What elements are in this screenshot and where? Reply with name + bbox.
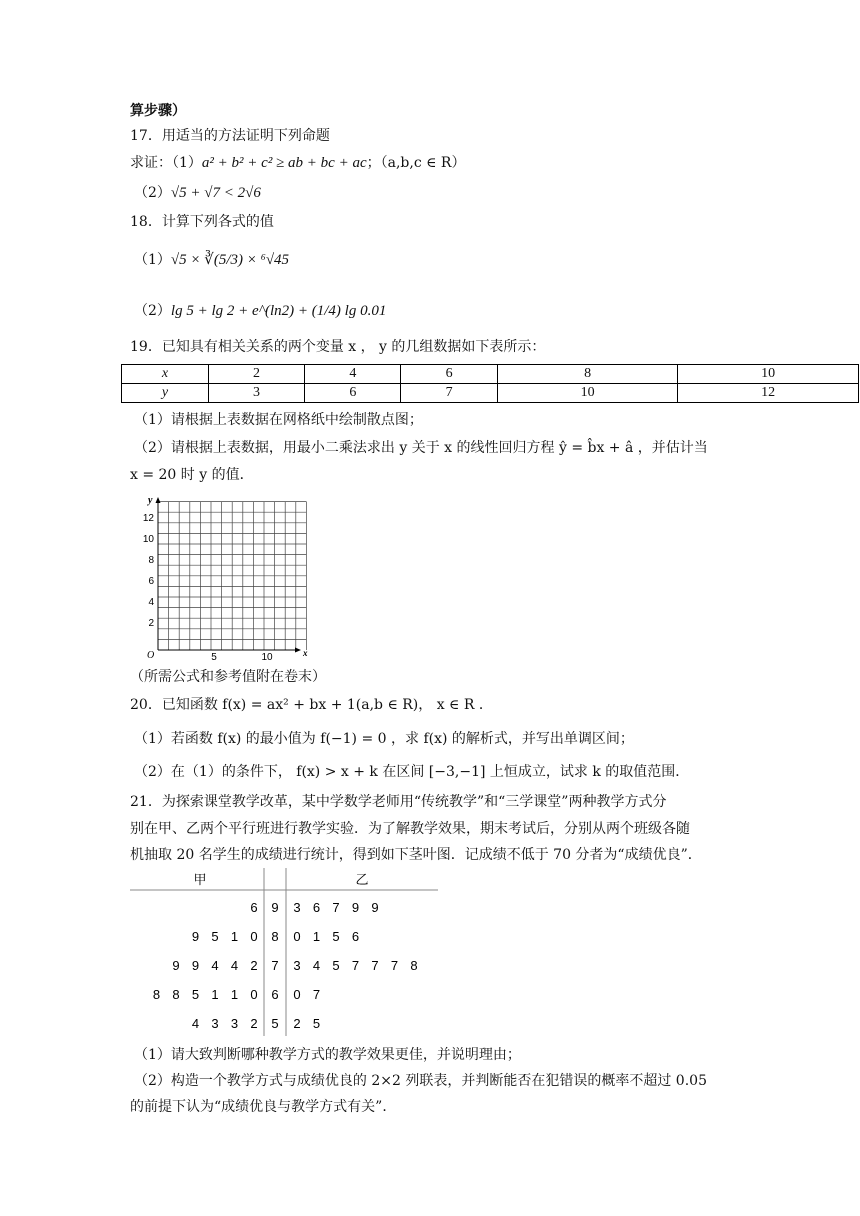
q19-part2-line1: （2）请根据上表数据，用最小二乘法求出 y 关于 x 的线性回归方程 ŷ = b̂x + â ，并估计当 — [134, 440, 708, 456]
leaf-right: 4 — [312, 958, 321, 973]
grid-y-tick: 6 — [148, 576, 154, 587]
q19-x-cell: 10 — [678, 365, 859, 384]
q19-data-table — [121, 364, 859, 403]
leaf-left: 4 — [211, 958, 219, 973]
q19-note: （所需公式和参考值附在卷末） — [130, 669, 326, 685]
grid-y-tick: 8 — [148, 555, 154, 566]
q19-y-cell: 12 — [678, 384, 859, 403]
leaf-right: 5 — [332, 958, 340, 973]
q19-y-label: y — [122, 384, 209, 403]
stem-value: 5 — [271, 1016, 279, 1031]
leaf-left: 9 — [172, 958, 180, 973]
q19-row-x — [122, 365, 859, 384]
stem-value: 8 — [271, 929, 279, 944]
leaf-left: 4 — [191, 1016, 200, 1031]
leaf-left: 9 — [191, 958, 200, 973]
leaf-left: 5 — [211, 929, 219, 944]
q19-y-cell: 10 — [497, 384, 678, 403]
q19-x-cell: 8 — [497, 365, 678, 384]
q19-row-y — [122, 384, 859, 403]
q17-part2-math: √5 + √7 < 2√6 — [170, 185, 261, 201]
leaf-left: 2 — [250, 1016, 258, 1031]
grid-x-tick: 5 — [211, 652, 217, 662]
q17-title: 17．用适当的方法证明下列命题 — [130, 128, 330, 144]
leaf-left: 9 — [191, 929, 200, 944]
q17-part1-prefix: 求证：（1） — [130, 155, 202, 171]
leaf-left: 3 — [230, 1016, 239, 1031]
q17-part2-prefix: （2） — [134, 185, 171, 201]
q18-part2 — [134, 301, 386, 321]
q18-part2-math: lg 5 + lg 2 + e^(ln2) + (1/4) lg 0.01 — [170, 303, 387, 319]
q21-part2-line2: 的前提下认为“成绩优良与教学方式有关”． — [130, 1099, 397, 1115]
leaf-right: 8 — [410, 958, 418, 973]
q19-y-cell: 3 — [208, 384, 304, 403]
q21-line1: 21．为探索课堂教学改革，某中学数学老师用“传统教学”和“三学课堂”两种教学方式分 — [130, 794, 667, 810]
leaf-left: 1 — [230, 987, 239, 1002]
leaf-left: 8 — [152, 987, 161, 1002]
q17-part1 — [130, 153, 465, 173]
q18-part1 — [134, 250, 289, 270]
q19-part1: （1）请根据上表数据在网格纸中绘制散点图； — [134, 412, 423, 428]
grid-x-axis-label: x — [303, 648, 308, 658]
leaf-right: 3 — [293, 958, 301, 973]
leaf-right: 9 — [351, 900, 360, 915]
leaf-left: 0 — [250, 987, 258, 1002]
q18-title: 18．计算下列各式的值 — [130, 214, 274, 230]
q19-y-cell: 6 — [305, 384, 401, 403]
stem-value: 7 — [271, 958, 279, 973]
stem-leaf-right-title: 乙 — [355, 873, 369, 888]
leaf-left: 1 — [211, 987, 219, 1002]
q17-part1-math: a² + b² + c² ≥ ab + bc + ac — [201, 155, 367, 171]
q18-part1-math: √5 × ∛(5/3) × ⁶√45 — [170, 252, 290, 268]
leaf-right: 7 — [312, 987, 321, 1002]
grid-x-tick: 10 — [261, 652, 273, 662]
q17-part2 — [134, 183, 261, 203]
q21-line3: 机抽取 20 名学生的成绩进行统计，得到如下茎叶图．记成绩不低于 70 分者为“成绩优良”． — [130, 847, 702, 863]
leaf-right: 7 — [390, 958, 399, 973]
leaf-right: 5 — [312, 1016, 321, 1031]
q19-x-cell: 6 — [401, 365, 497, 384]
y-axis-arrow-icon — [156, 497, 161, 503]
leaf-left: 2 — [250, 958, 258, 973]
grid-lines — [158, 502, 306, 650]
q21-part1: （1）请大致判断哪种教学方式的教学效果更佳，并说明理由； — [134, 1047, 521, 1063]
q19-x-label: x — [122, 365, 209, 384]
q20-part2: （2）在（1）的条件下， f(x) > x + k 在区间 [−3,−1] 上恒成立，试求 k 的取值范围． — [134, 764, 690, 780]
q19-grid-paper — [140, 494, 315, 662]
leaf-left: 4 — [230, 958, 239, 973]
leaf-right: 0 — [293, 987, 301, 1002]
leaf-left: 6 — [250, 900, 258, 915]
q20-part1: （1）若函数 f(x) 的最小值为 f(−1) = 0 ，求 f(x) 的解析式，并写出单调区间； — [134, 731, 634, 747]
leaf-right: 7 — [332, 900, 340, 915]
stem-value: 9 — [271, 900, 279, 915]
stem-value: 6 — [271, 987, 279, 1002]
leaf-left: 0 — [250, 929, 258, 944]
q19-title: 19．已知具有相关关系的两个变量 x ， y 的几组数据如下表所示： — [130, 339, 546, 355]
x-axis-arrow-icon — [295, 648, 301, 653]
q21-line2: 别在甲、乙两个平行班进行教学实验．为了解教学效果，期末考试后，分别从两个班级各随 — [130, 821, 690, 837]
grid-y-tick: 12 — [142, 513, 154, 524]
leaf-right: 6 — [351, 929, 360, 944]
leaf-right: 1 — [312, 929, 321, 944]
leaf-left: 5 — [191, 987, 200, 1002]
q18-part1-prefix: （1） — [134, 252, 171, 268]
grid-y-tick: 4 — [148, 597, 154, 608]
q19-x-cell: 2 — [208, 365, 304, 384]
grid-y-tick: 2 — [148, 618, 154, 629]
leaf-right: 3 — [293, 900, 301, 915]
q19-part2-line2: x = 20 时 y 的值． — [130, 467, 254, 483]
leaf-left: 3 — [211, 1016, 219, 1031]
grid-y-tick: 10 — [142, 534, 154, 545]
q20-title: 20．已知函数 f(x) = ax² + bx + 1(a,b ∈ R)， x ∈ R ． — [130, 697, 493, 713]
q21-stem-leaf-plot — [130, 864, 450, 1044]
leaf-right: 2 — [293, 1016, 301, 1031]
q17-part1-suffix: ；（a,b,c ∈ R） — [366, 155, 466, 171]
grid-y-axis-label: y — [148, 495, 153, 506]
grid-origin-label: O — [147, 650, 155, 661]
leaf-right: 6 — [312, 900, 321, 915]
leaf-left: 1 — [230, 929, 239, 944]
q18-part2-prefix: （2） — [134, 303, 171, 319]
leaf-right: 7 — [371, 958, 379, 973]
stem-leaf-left-title: 甲 — [193, 873, 207, 888]
q19-x-cell: 4 — [305, 365, 401, 384]
q19-y-cell: 7 — [401, 384, 497, 403]
leaf-right: 9 — [371, 900, 379, 915]
leaf-right: 7 — [351, 958, 360, 973]
leaf-right: 5 — [332, 929, 340, 944]
header-fragment: 算步骤） — [130, 103, 186, 119]
q21-part2-line1: （2）构造一个教学方式与成绩优良的 2×2 列联表，并判断能否在犯错误的概率不超过 0.05 — [134, 1073, 707, 1089]
leaf-left: 8 — [172, 987, 180, 1002]
leaf-right: 0 — [293, 929, 301, 944]
